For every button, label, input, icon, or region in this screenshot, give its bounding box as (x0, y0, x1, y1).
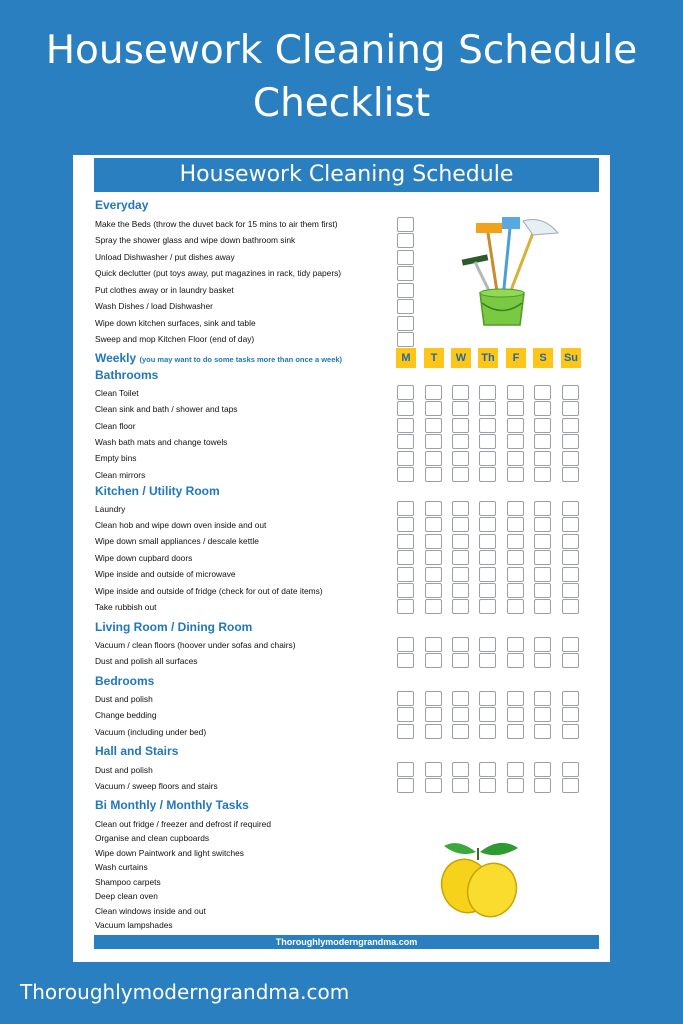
weekly-checkbox[interactable] (425, 637, 442, 652)
weekly-checkbox[interactable] (397, 534, 414, 549)
weekly-checkbox[interactable] (562, 637, 579, 652)
page-title-line-1: Housework Cleaning Schedule (45, 28, 638, 73)
living-item: Dust and polish all surfaces (95, 656, 198, 666)
weekly-checkbox[interactable] (397, 762, 414, 777)
monthly-item: Clean out fridge / freezer and defrost if required (95, 819, 271, 829)
weekly-checkbox[interactable] (397, 401, 414, 416)
everyday-item: Unload Dishwasher / put dishes away (95, 252, 235, 262)
weekly-checkbox[interactable] (534, 707, 551, 722)
everyday-checkbox[interactable] (397, 233, 414, 248)
weekly-checkbox[interactable] (425, 418, 442, 433)
weekly-checkbox[interactable] (425, 434, 442, 449)
weekly-checkbox[interactable] (479, 550, 496, 565)
day-header-sunday: Su (561, 348, 581, 368)
weekly-checkbox[interactable] (452, 451, 469, 466)
weekly-checkbox[interactable] (397, 434, 414, 449)
weekly-checkbox[interactable] (507, 637, 524, 652)
weekly-checkbox[interactable] (562, 434, 579, 449)
bedrooms-item: Dust and polish (95, 694, 153, 704)
weekly-checkbox[interactable] (507, 401, 524, 416)
everyday-checkbox[interactable] (397, 217, 414, 232)
weekly-checkbox[interactable] (425, 517, 442, 532)
weekly-checkbox[interactable] (562, 467, 579, 482)
weekly-checkbox[interactable] (534, 434, 551, 449)
bathrooms-item: Clean floor (95, 421, 136, 431)
weekly-checkbox[interactable] (425, 451, 442, 466)
weekly-checkbox[interactable] (534, 534, 551, 549)
weekly-checkbox[interactable] (397, 691, 414, 706)
everyday-item: Put clothes away or in laundry basket (95, 285, 234, 295)
weekly-checkbox[interactable] (425, 534, 442, 549)
weekly-checkbox[interactable] (479, 401, 496, 416)
weekly-checkbox[interactable] (397, 501, 414, 516)
weekly-checkbox[interactable] (425, 501, 442, 516)
everyday-checkbox[interactable] (397, 283, 414, 298)
page-title-line-2: Checklist (252, 81, 431, 126)
weekly-checkbox[interactable] (425, 778, 442, 793)
weekly-checkbox[interactable] (479, 567, 496, 582)
weekly-checkbox[interactable] (507, 691, 524, 706)
weekly-checkbox[interactable] (452, 517, 469, 532)
everyday-checkbox[interactable] (397, 299, 414, 314)
weekly-checkbox[interactable] (534, 778, 551, 793)
weekly-checkbox[interactable] (534, 467, 551, 482)
weekly-checkbox[interactable] (397, 637, 414, 652)
weekly-checkbox[interactable] (452, 653, 469, 668)
weekly-checkbox[interactable] (534, 724, 551, 739)
weekly-checkbox[interactable] (534, 501, 551, 516)
bedrooms-item: Vacuum (including under bed) (95, 727, 207, 737)
weekly-checkbox[interactable] (534, 653, 551, 668)
weekly-checkbox[interactable] (452, 401, 469, 416)
weekly-checkbox[interactable] (452, 778, 469, 793)
day-header-friday: F (506, 348, 526, 368)
weekly-checkbox[interactable] (562, 534, 579, 549)
weekly-checkbox[interactable] (562, 550, 579, 565)
weekly-checkbox[interactable] (425, 567, 442, 582)
weekly-checkbox[interactable] (479, 434, 496, 449)
weekly-checkbox[interactable] (562, 762, 579, 777)
weekly-checkbox[interactable] (507, 653, 524, 668)
weekly-checkbox[interactable] (507, 467, 524, 482)
weekly-checkbox[interactable] (507, 418, 524, 433)
weekly-checkbox[interactable] (397, 467, 414, 482)
weekly-checkbox[interactable] (397, 418, 414, 433)
day-header-thursday: Th (478, 348, 498, 368)
kitchen-item: Wipe down cupbard doors (95, 553, 193, 563)
weekly-checkbox[interactable] (397, 567, 414, 582)
monthly-item: Wipe down Paintwork and light switches (95, 848, 244, 858)
hall-heading: Hall and Stairs (95, 744, 179, 758)
weekly-checkbox[interactable] (507, 501, 524, 516)
weekly-checkbox[interactable] (452, 434, 469, 449)
weekly-checkbox[interactable] (397, 451, 414, 466)
weekly-checkbox[interactable] (452, 707, 469, 722)
sheet-footer: Thoroughlymoderngrandma.com (94, 935, 599, 949)
everyday-item: Sweep and mop Kitchen Floor (end of day) (95, 334, 255, 344)
weekly-checkbox[interactable] (507, 550, 524, 565)
weekly-checkbox[interactable] (452, 691, 469, 706)
weekly-checkbox[interactable] (562, 599, 579, 614)
day-header-saturday: S (533, 348, 553, 368)
weekly-checkbox[interactable] (452, 550, 469, 565)
everyday-checkbox[interactable] (397, 332, 414, 347)
weekly-checkbox[interactable] (534, 401, 551, 416)
monthly-item: Wash curtains (95, 862, 148, 872)
weekly-checkbox[interactable] (534, 567, 551, 582)
sheet-header: Housework Cleaning Schedule (94, 158, 599, 192)
monthly-item: Vacuum lampshades (95, 920, 173, 930)
page-title (0, 24, 683, 130)
weekly-checkbox[interactable] (397, 724, 414, 739)
weekly-checkbox[interactable] (479, 707, 496, 722)
weekly-checkbox[interactable] (562, 567, 579, 582)
weekly-checkbox[interactable] (562, 401, 579, 416)
weekly-checkbox[interactable] (507, 385, 524, 400)
kitchen-item: Clean hob and wipe down oven inside and out (95, 520, 267, 530)
day-header-monday: M (396, 348, 416, 368)
weekly-checkbox[interactable] (397, 385, 414, 400)
weekly-checkbox[interactable] (479, 451, 496, 466)
weekly-checkbox[interactable] (397, 583, 414, 598)
weekly-checkbox[interactable] (479, 724, 496, 739)
day-header-wednesday: W (451, 348, 471, 368)
weekly-checkbox[interactable] (507, 517, 524, 532)
bedrooms-heading: Bedrooms (95, 674, 155, 688)
monthly-item: Deep clean oven (95, 891, 158, 901)
weekly-checkbox[interactable] (479, 583, 496, 598)
weekly-checkbox[interactable] (507, 707, 524, 722)
weekly-checkbox[interactable] (479, 517, 496, 532)
kitchen-item: Wipe inside and outside of fridge (check for out of date items) (95, 586, 323, 596)
weekly-checkbox[interactable] (397, 517, 414, 532)
bathrooms-item: Clean sink and bath / shower and taps (95, 404, 238, 414)
everyday-checkbox[interactable] (397, 316, 414, 331)
monthly-heading: Bi Monthly / Monthly Tasks (95, 798, 249, 812)
weekly-checkbox[interactable] (425, 599, 442, 614)
weekly-checkbox[interactable] (562, 517, 579, 532)
weekly-checkbox[interactable] (452, 467, 469, 482)
lemons-icon (438, 838, 523, 920)
weekly-checkbox[interactable] (507, 762, 524, 777)
everyday-checkbox[interactable] (397, 266, 414, 281)
weekly-checkbox[interactable] (479, 501, 496, 516)
everyday-item: Wash Dishes / load Dishwasher (95, 301, 213, 311)
weekly-checkbox[interactable] (534, 599, 551, 614)
monthly-item: Organise and clean cupboards (95, 833, 210, 843)
weekly-note: (you may want to do some tasks more than once a week) (139, 355, 343, 364)
weekly-checkbox[interactable] (452, 501, 469, 516)
weekly-checkbox[interactable] (397, 599, 414, 614)
kitchen-item: Wipe down small appliances / descale kettle (95, 536, 259, 546)
weekly-checkbox[interactable] (479, 762, 496, 777)
weekly-checkbox[interactable] (479, 534, 496, 549)
weekly-checkbox[interactable] (425, 653, 442, 668)
weekly-checkbox[interactable] (562, 778, 579, 793)
weekly-checkbox[interactable] (534, 637, 551, 652)
everyday-checkbox[interactable] (397, 250, 414, 265)
weekly-checkbox[interactable] (507, 778, 524, 793)
weekly-checkbox[interactable] (479, 467, 496, 482)
weekly-checkbox[interactable] (479, 778, 496, 793)
weekly-checkbox[interactable] (534, 418, 551, 433)
weekly-checkbox[interactable] (507, 599, 524, 614)
weekly-checkbox[interactable] (562, 501, 579, 516)
weekly-checkbox[interactable] (452, 567, 469, 582)
weekly-checkbox[interactable] (534, 550, 551, 565)
weekly-checkbox[interactable] (562, 583, 579, 598)
weekly-checkbox[interactable] (479, 599, 496, 614)
hall-item: Dust and polish (95, 765, 153, 775)
kitchen-item: Wipe inside and outside of microwave (95, 569, 236, 579)
weekly-checkbox[interactable] (507, 724, 524, 739)
weekly-checkbox[interactable] (562, 691, 579, 706)
weekly-checkbox[interactable] (562, 451, 579, 466)
weekly-checkbox[interactable] (562, 707, 579, 722)
bathrooms-item: Clean mirrors (95, 470, 146, 480)
weekly-checkbox[interactable] (452, 599, 469, 614)
weekly-checkbox[interactable] (507, 451, 524, 466)
weekly-checkbox[interactable] (452, 385, 469, 400)
monthly-item: Shampoo carpets (95, 877, 161, 887)
weekly-checkbox[interactable] (452, 762, 469, 777)
weekly-heading (95, 351, 342, 365)
weekly-checkbox[interactable] (425, 550, 442, 565)
weekly-checkbox[interactable] (452, 418, 469, 433)
bathrooms-item: Empty bins (95, 453, 137, 463)
weekly-checkbox[interactable] (479, 385, 496, 400)
kitchen-heading: Kitchen / Utility Room (95, 484, 220, 498)
weekly-checkbox[interactable] (562, 385, 579, 400)
footer-site-url[interactable]: Thoroughlymoderngrandma.com (20, 980, 350, 1004)
weekly-checkbox[interactable] (425, 583, 442, 598)
weekly-checkbox[interactable] (425, 467, 442, 482)
weekly-checkbox[interactable] (425, 707, 442, 722)
monthly-item: Clean windows inside and out (95, 906, 206, 916)
weekly-checkbox[interactable] (397, 707, 414, 722)
bathrooms-item: Wash bath mats and change towels (95, 437, 228, 447)
weekly-checkbox[interactable] (534, 451, 551, 466)
everyday-item: Wipe down kitchen surfaces, sink and table (95, 318, 256, 328)
everyday-item: Quick declutter (put toys away, put magazines in rack, tidy papers) (95, 268, 342, 278)
weekly-checkbox[interactable] (534, 385, 551, 400)
checklist-sheet (73, 155, 610, 962)
bedrooms-item: Change bedding (95, 710, 157, 720)
day-header-tuesday: T (424, 348, 444, 368)
weekly-checkbox[interactable] (397, 653, 414, 668)
weekly-checkbox[interactable] (452, 724, 469, 739)
weekly-checkbox[interactable] (534, 517, 551, 532)
weekly-checkbox[interactable] (507, 434, 524, 449)
weekly-checkbox[interactable] (507, 583, 524, 598)
weekly-checkbox[interactable] (452, 583, 469, 598)
weekly-checkbox[interactable] (397, 550, 414, 565)
weekly-checkbox[interactable] (562, 418, 579, 433)
weekly-checkbox[interactable] (479, 418, 496, 433)
bathrooms-heading: Bathrooms (95, 368, 159, 382)
hall-item: Vacuum / sweep floors and stairs (95, 781, 218, 791)
bathrooms-item: Clean Toilet (95, 388, 139, 398)
weekly-checkbox[interactable] (479, 653, 496, 668)
weekly-checkbox[interactable] (507, 567, 524, 582)
weekly-checkbox[interactable] (562, 653, 579, 668)
everyday-heading: Everyday (95, 198, 149, 212)
weekly-checkbox[interactable] (479, 691, 496, 706)
living-item: Vacuum / clean floors (hoover under sofas and chairs) (95, 640, 296, 650)
weekly-title: Weekly (95, 351, 137, 365)
living-heading: Living Room / Dining Room (95, 620, 253, 634)
kitchen-item: Take rubbish out (95, 602, 157, 612)
weekly-checkbox[interactable] (534, 762, 551, 777)
weekly-checkbox[interactable] (534, 691, 551, 706)
weekly-checkbox[interactable] (479, 637, 496, 652)
weekly-checkbox[interactable] (452, 534, 469, 549)
weekly-checkbox[interactable] (425, 762, 442, 777)
weekly-checkbox[interactable] (507, 534, 524, 549)
bucket-with-brooms-icon (458, 213, 568, 333)
weekly-checkbox[interactable] (425, 385, 442, 400)
weekly-checkbox[interactable] (425, 401, 442, 416)
everyday-item: Spray the shower glass and wipe down bathroom sink (95, 235, 296, 245)
weekly-checkbox[interactable] (397, 778, 414, 793)
weekly-checkbox[interactable] (452, 637, 469, 652)
everyday-item: Make the Beds (throw the duvet back for 15 mins to air them first) (95, 219, 338, 229)
weekly-checkbox[interactable] (425, 691, 442, 706)
weekly-checkbox[interactable] (425, 724, 442, 739)
weekly-checkbox[interactable] (534, 583, 551, 598)
weekly-checkbox[interactable] (562, 724, 579, 739)
kitchen-item: Laundry (95, 504, 126, 514)
